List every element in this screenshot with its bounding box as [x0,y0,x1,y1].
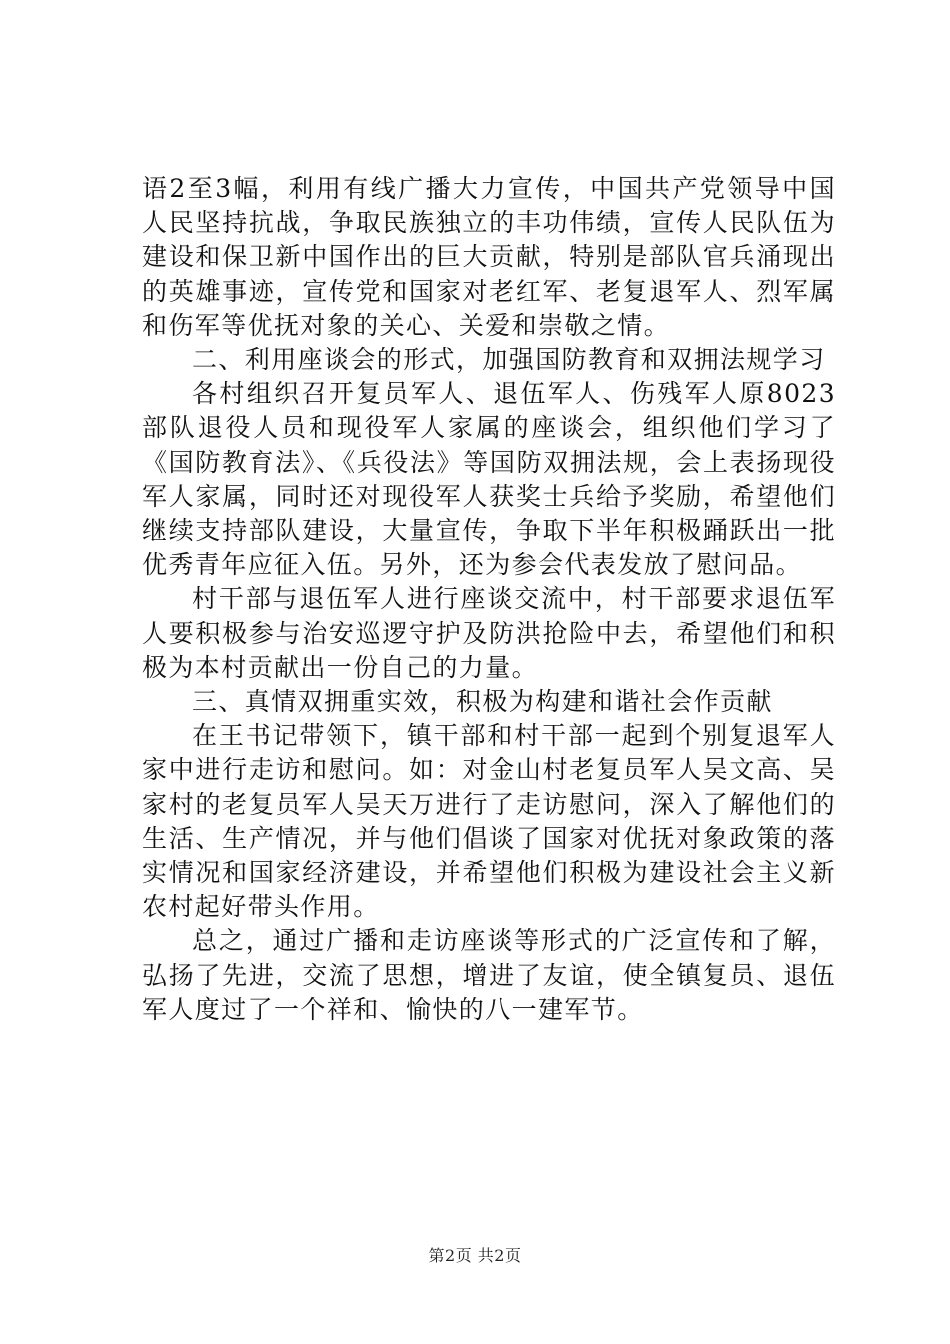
paragraph: 各村组织召开复员军人、退伍军人、伤残军人原8023部队退役人员和现役军人家属的座谈会，组织他们学习了《国防教育法》、《兵役法》等国防双拥法规，会上表扬现役军人家属，同时还对现役军人获奖士兵给予奖励，希望他们继续支持部队建设，大量宣传，争取下半年积极踊跃出一批优秀青年应征入伍。另外，还为参会代表发放了慰问品。 [142,379,836,580]
paragraph: 村干部与退伍军人进行座谈交流中，村干部要求退伍军人要积极参与治安巡逻守护及防洪抢险中去，希望他们和积极为本村贡献出一份自己的力量。 [142,584,836,682]
section-heading-3: 三、真情双拥重实效，积极为构建和谐社会作贡献 [192,687,773,717]
paragraph: 在王书记带领下，镇干部和村干部一起到个别复退军人家中进行走访和慰问。如：对金山村老复员军人吴文高、吴家村的老复员军人吴天万进行了走访慰问，深入了解他们的生活、生产情况，并与他们倡谈了国家对优抚对象政策的落实情况和国家经济建设，并希望他们积极为建设社会主义新农村起好带头作用。 [142,721,836,922]
page-number-footer: 第2页 共2页 [428,1246,522,1265]
section-heading-2: 二、利用座谈会的形式，加强国防教育和双拥法规学习 [192,345,826,375]
paragraph-continuation: 语2至3幅，利用有线广播大力宣传，中国共产党领导中国人民坚持抗战，争取民族独立的丰功伟绩，宣传人民队伍为建设和保卫新中国作出的巨大贡献，特别是部队官兵涌现出的英雄事迹，宣传党和国家对老红军、老复退军人、烈军属和伤军等优抚对象的关心、关爱和崇敬之情。 [142,174,836,340]
document-body [142,172,836,1027]
paragraph-conclusion: 总之，通过广播和走访座谈等形式的广泛宣传和了解，弘扬了先进，交流了思想，增进了友谊，使全镇复员、退伍军人度过了一个祥和、愉快的八一建军节。 [142,926,836,1024]
